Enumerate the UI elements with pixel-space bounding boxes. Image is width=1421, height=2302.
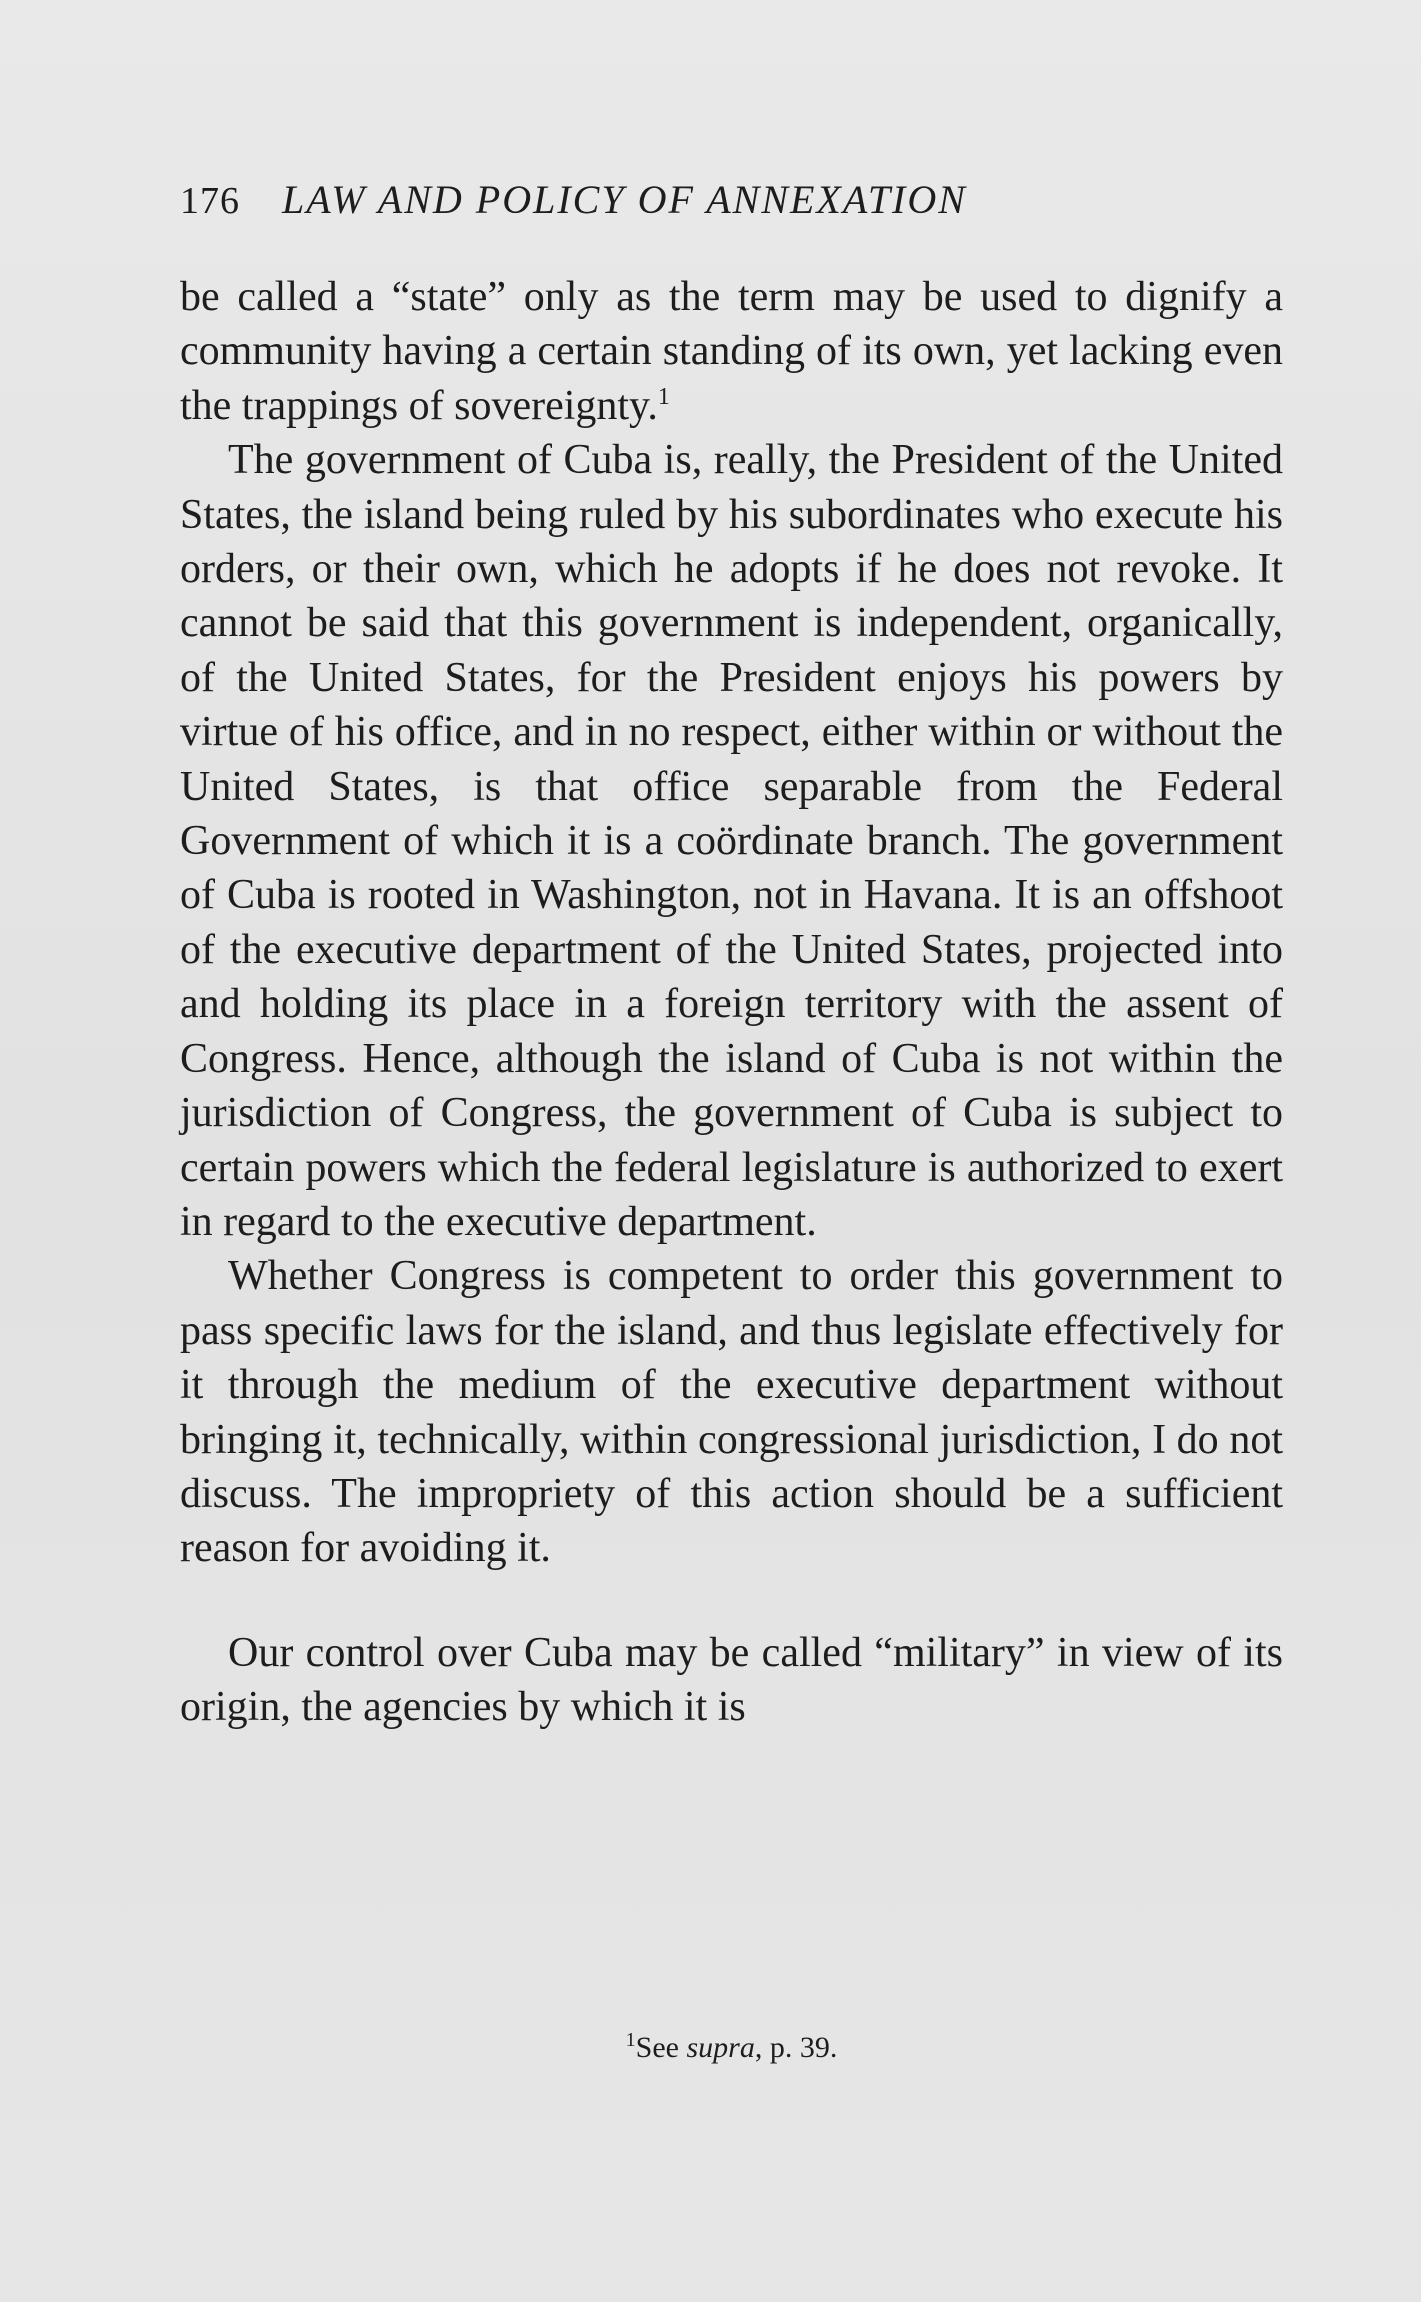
running-head-title: LAW AND POLICY OF ANNEXATION — [282, 177, 967, 222]
paragraph-3: Whether Congress is competent to order this government to pass specific laws for the island, and thus legislate effectively for it through the medium of the executive department without bringing it, technically, within congressional jurisdiction, I do not discuss. The impropriety of this action should be a sufficient reason for avoiding it. — [180, 1253, 1283, 1572]
paragraph-1 — [180, 270, 1283, 433]
page-number: 176 — [180, 180, 240, 222]
footnote-marker: 1 — [625, 2029, 636, 2051]
body-text — [180, 270, 1283, 1735]
paragraph-2: The government of Cuba is, really, the President of the United States, the island being ruled by his subordinates who execute his orders, or their own, which he adopts if he does not revoke. It cannot be said that this government is independent, organically, of the United States, for the President enjoys his powers by virtue of his office, and in no respect, either within or without the United States, is that office separable from the Federal Government of which it is a coördinate branch. The government of Cuba is rooted in Washington, not in Havana. It is an offshoot of the executive department of the United States, projected into and holding its place in a foreign territory with the assent of Congress. Hence, although the island of Cuba is not within the jurisdiction of Congress, the government of Cuba is subject to certain powers which the federal legislature is authorized to exert in regard to the executive department. — [180, 437, 1283, 1245]
footnote-page: , p. 39. — [754, 2031, 838, 2064]
footnote-reference: 1 — [657, 383, 670, 410]
running-head — [180, 170, 1283, 230]
paragraph-4: Our control over Cuba may be called “military” in view of its origin, the agencies by which it is — [180, 1629, 1283, 1731]
paragraph-1-text: be called a “state” only as the term may be used to dignify a community having a certain standing of its own, yet lacking even the trappings of sovereignty. — [180, 274, 1283, 429]
footnote — [180, 2028, 1283, 2068]
footnote-work: supra — [686, 2031, 755, 2064]
footnote-see: See — [635, 2031, 687, 2064]
